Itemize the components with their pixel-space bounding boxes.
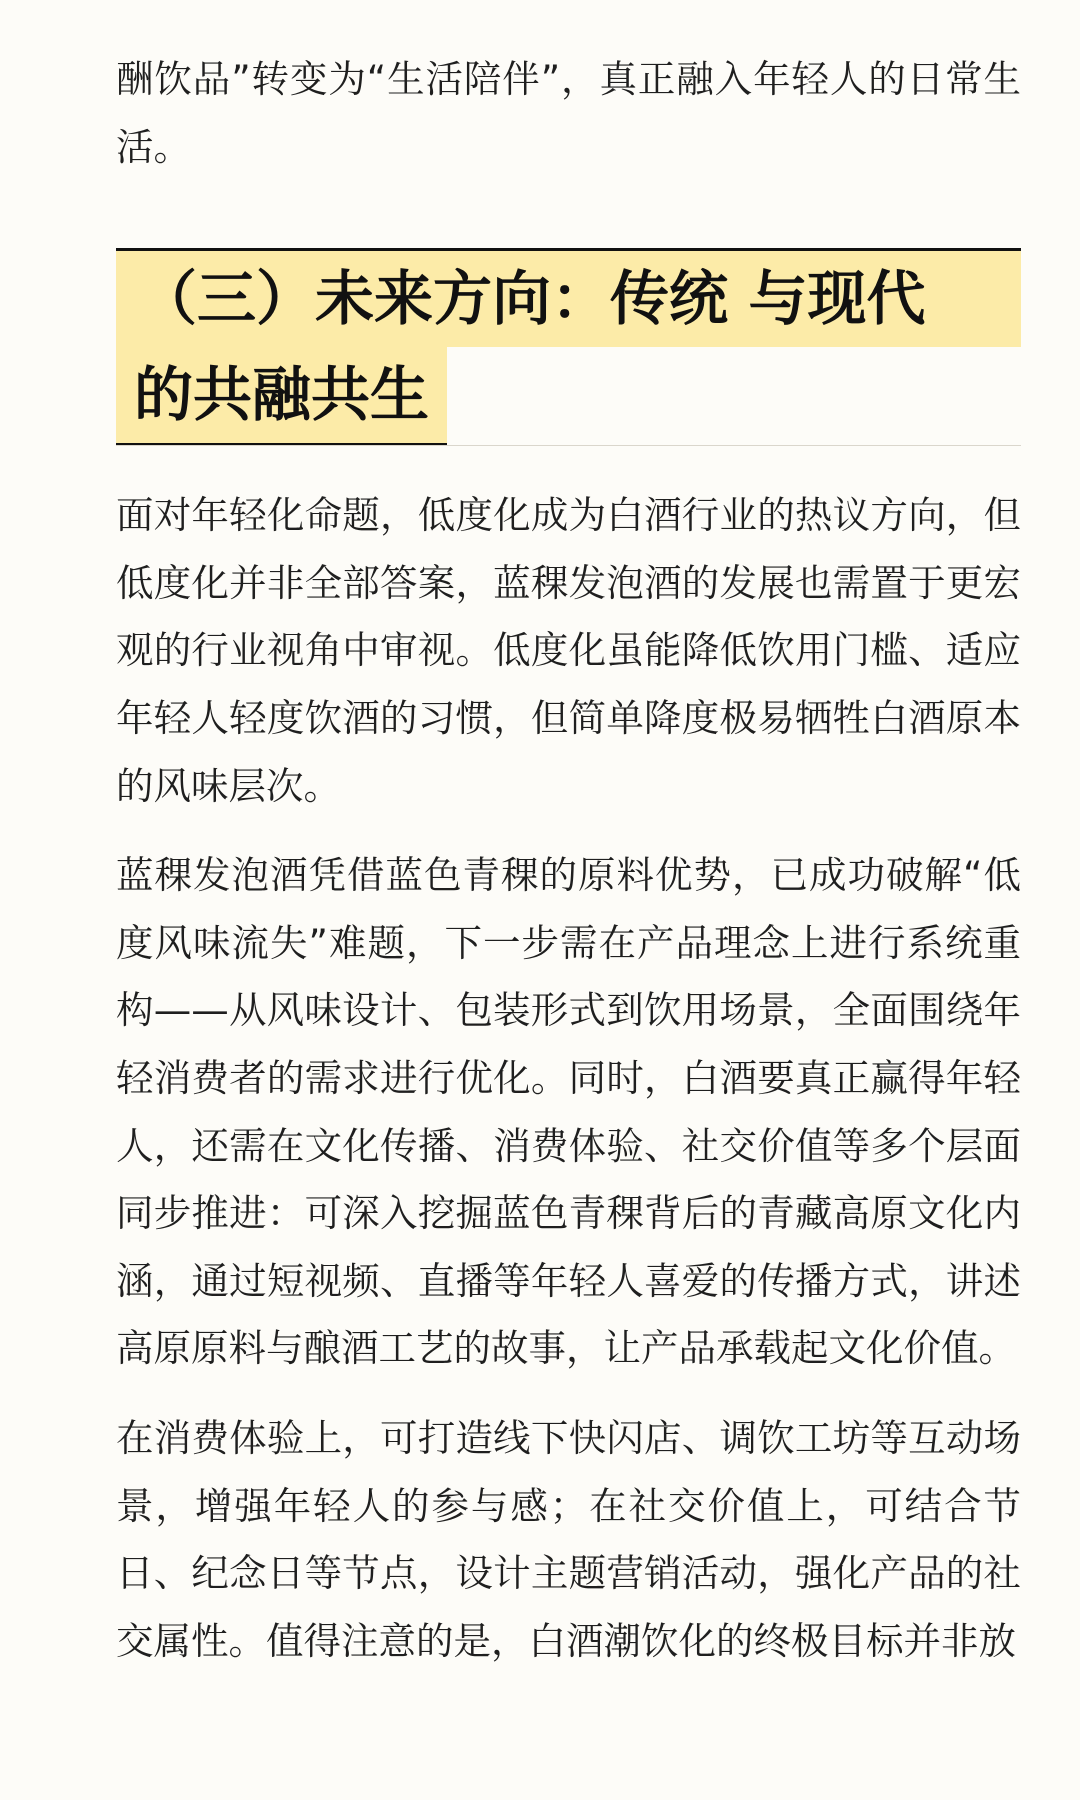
heading-divider [116, 445, 1021, 446]
section-heading [116, 248, 1021, 446]
paragraph-consumer-experience: 在消费体验上，可打造线下快闪店、调饮工坊等互动场景，增强年轻人的参与感；在社交价值上，可结合节日、纪念日等节点，设计主题营销活动，强化产品的社交属性。值得注意的是，白酒潮饮化的终极目标并非放 [116, 1415, 1021, 1663]
section-heading-line-1: （三）未来方向：传统 与现代 [116, 251, 1021, 347]
paragraph-low-alcohol: 面对年轻化命题，低度化成为白酒行业的热议方向，但低度化并非全部答案，蓝稞发泡酒的发展也需置于更宏观的行业视角中审视。低度化虽能降低饮用门槛、适应年轻人轻度饮酒的习惯，但简单降度极易牺牲白酒原本的风味层次。 [116, 493, 1021, 808]
lead-paragraph: 酬饮品”转变为“生活陪伴”，真正融入年轻人的日常生活。 [116, 57, 1021, 169]
paragraph-product-reconstruction: 蓝稞发泡酒凭借蓝色青稞的原料优势，已成功破解“低度风味流失”难题，下一步需在产品理念上进行系统重构——从风味设计、包装形式到饮用场景，全面围绕年轻消费者的需求进行优化。同时，白酒要真正赢得年轻人，还需在文化传播、消费体验、社交价值等多个层面同步推进：可深入挖掘蓝色青稞背后的青藏高原文化内涵，通过短视频、直播等年轻人喜爱的传播方式，讲述高原原料与酿酒工艺的故事，让产品承载起文化价值。 [116, 853, 1021, 1371]
section-heading-line-2: 的共融共生 [116, 347, 447, 446]
